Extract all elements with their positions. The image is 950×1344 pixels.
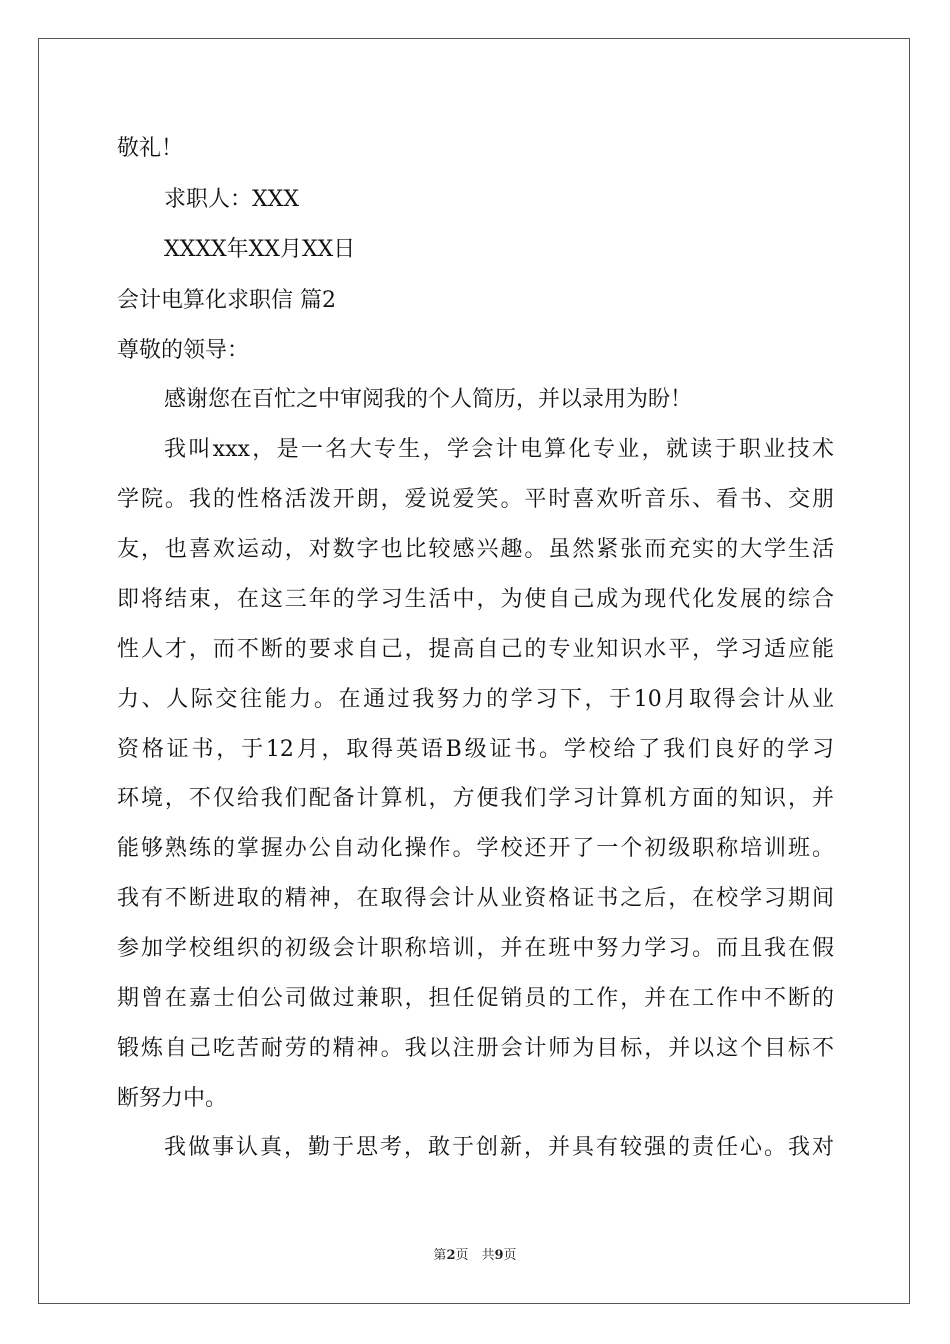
footer-page-prefix: 第 <box>433 1248 447 1263</box>
body-line: 环境，不仅给我们配备计算机，方便我们学习计算机方面的知识，并 <box>117 786 834 811</box>
body-line: 即将结束，在这三年的学习生活中，为使自己成为现代化发展的综合 <box>117 587 834 612</box>
body-line: 我有不断进取的精神，在取得会计从业资格证书之后，在校学习期间 <box>117 886 834 911</box>
body-line: 期曾在嘉士伯公司做过兼职，担任促销员的工作，并在工作中不断的 <box>117 986 834 1011</box>
body-line-last: 断努力中。 <box>117 1086 228 1111</box>
applicant-line: 求职人：XXX <box>164 187 299 212</box>
body-line: 锻炼自己吃苦耐劳的精神。我以注册会计师为目标，并以这个目标不 <box>117 1036 834 1061</box>
body-line: 能够熟练的掌握办公自动化操作。学校还开了一个初级职称培训班。 <box>117 836 834 861</box>
closing-line: 敬礼！ <box>117 136 184 161</box>
body-line: 我叫xxx，是一名大专生，学会计电算化专业，就读于职业技术 <box>164 437 834 462</box>
footer-page-mid: 页 共 <box>455 1248 495 1263</box>
footer-page-total: 9 <box>494 1248 504 1263</box>
date-line: XXXX年XX月XX日 <box>164 237 356 262</box>
body-line: 参加学校组织的初级会计职称培训，并在班中努力学习。而且我在假 <box>117 936 834 961</box>
footer-page-number: 2 <box>446 1248 456 1263</box>
body-line: 学院。我的性格活泼开朗，爱说爱笑。平时喜欢听音乐、看书、交朋 <box>117 487 834 512</box>
body-line: 力、人际交往能力。在通过我努力的学习下，于10月取得会计从业 <box>117 687 834 712</box>
section-title: 会计电算化求职信 篇2 <box>117 288 336 313</box>
page-footer <box>0 1248 950 1264</box>
body-line: 资格证书，于12月，取得英语B级证书。学校给了我们良好的学习 <box>117 737 834 762</box>
body-line: 友，也喜欢运动，对数字也比较感兴趣。虽然紧张而充实的大学生活 <box>117 537 834 562</box>
footer-page-suffix: 页 <box>503 1248 517 1263</box>
page-border <box>38 38 910 1304</box>
body-line: 我做事认真，勤于思考，敢于创新，并具有较强的责任心。我对 <box>164 1135 834 1160</box>
opening-line: 感谢您在百忙之中审阅我的个人简历，并以录用为盼！ <box>164 387 693 412</box>
salutation: 尊敬的领导： <box>117 338 250 363</box>
body-line: 性人才，而不断的要求自己，提高自己的专业知识水平，学习适应能 <box>117 637 834 662</box>
